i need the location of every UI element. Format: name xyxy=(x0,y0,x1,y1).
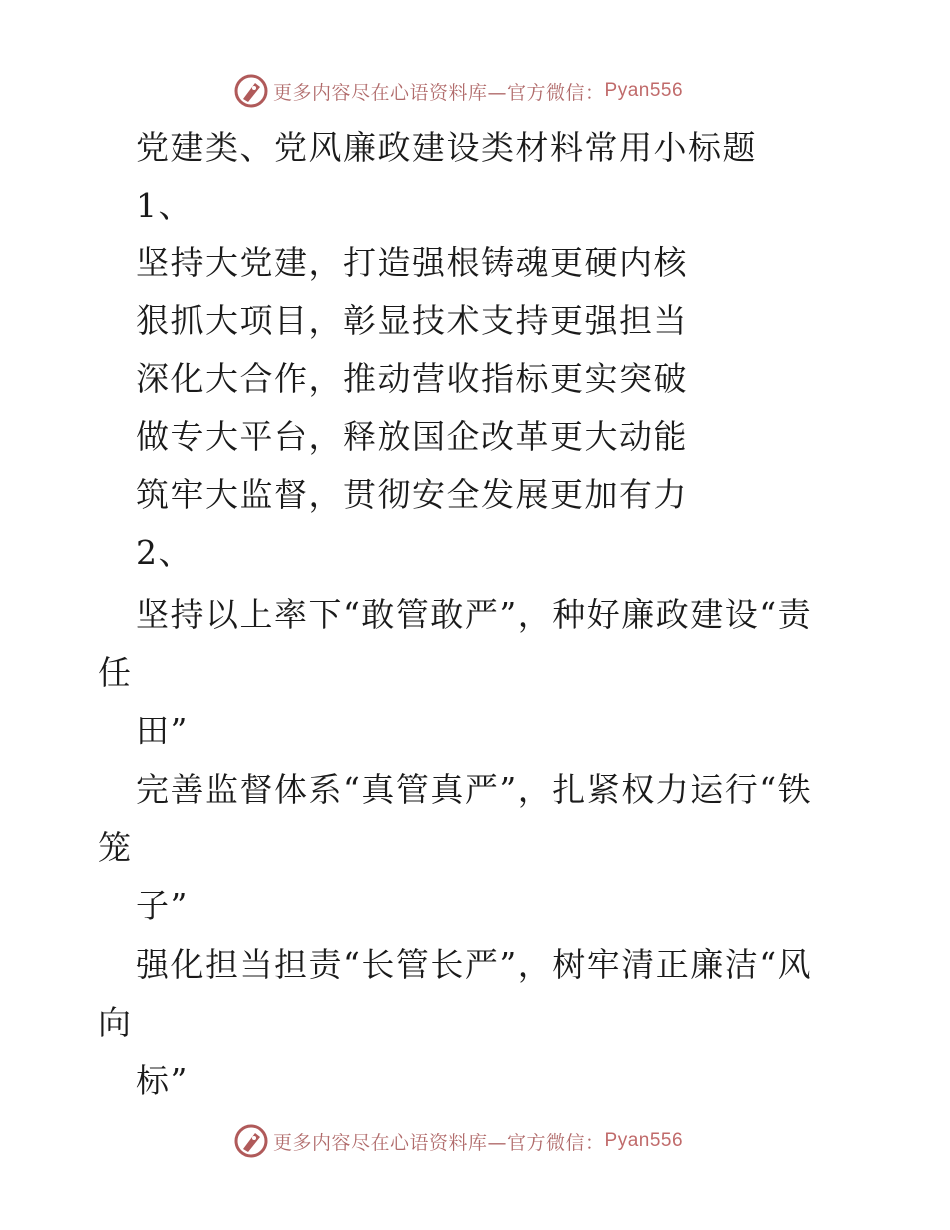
pen-nib-logo-icon xyxy=(233,73,269,109)
watermark-wechat-id: Pyan556 xyxy=(604,1130,684,1151)
pen-nib-logo-icon xyxy=(233,1123,269,1159)
section-1-item: 筑牢大监督，贯彻安全发展更加有力 xyxy=(136,475,688,514)
section-2-item-line: 强化担当担责“长管长严”，树牢清正廉洁“风 xyxy=(136,945,813,984)
section-2-item-line: 完善监督体系“真管真严”，扎紧权力运行“铁 xyxy=(136,770,813,809)
document-title: 党建类、党风廉政建设类材料常用小标题 xyxy=(136,128,757,167)
section-2-item-wrap: 笼 xyxy=(98,828,133,867)
section-2-item-line: 坚持以上率下“敢管敢严”，种好廉政建设“责 xyxy=(136,595,813,634)
section-2-item-wrap: 子” xyxy=(136,886,189,925)
section-1-item: 深化大合作，推动营收指标更实突破 xyxy=(136,359,688,398)
footer-watermark xyxy=(233,1121,683,1161)
section-1-number: 1、 xyxy=(136,186,193,225)
section-2-item-wrap: 向 xyxy=(98,1003,133,1042)
section-1-item: 狠抓大项目，彰显技术支持更强担当 xyxy=(136,301,688,340)
section-2-item-wrap: 田” xyxy=(136,711,189,750)
section-2-number: 2、 xyxy=(136,533,193,572)
section-2-item-wrap: 任 xyxy=(98,653,133,692)
header-watermark xyxy=(233,71,683,111)
watermark-text: 更多内容尽在心语资料库—官方微信： xyxy=(273,81,605,104)
watermark-wechat-id: Pyan556 xyxy=(604,80,684,101)
watermark-text: 更多内容尽在心语资料库—官方微信： xyxy=(273,1131,605,1154)
section-2-item-wrap: 标” xyxy=(136,1061,189,1100)
section-1-item: 做专大平台，释放国企改革更大动能 xyxy=(136,417,688,456)
section-1-item: 坚持大党建，打造强根铸魂更硬内核 xyxy=(136,243,688,282)
